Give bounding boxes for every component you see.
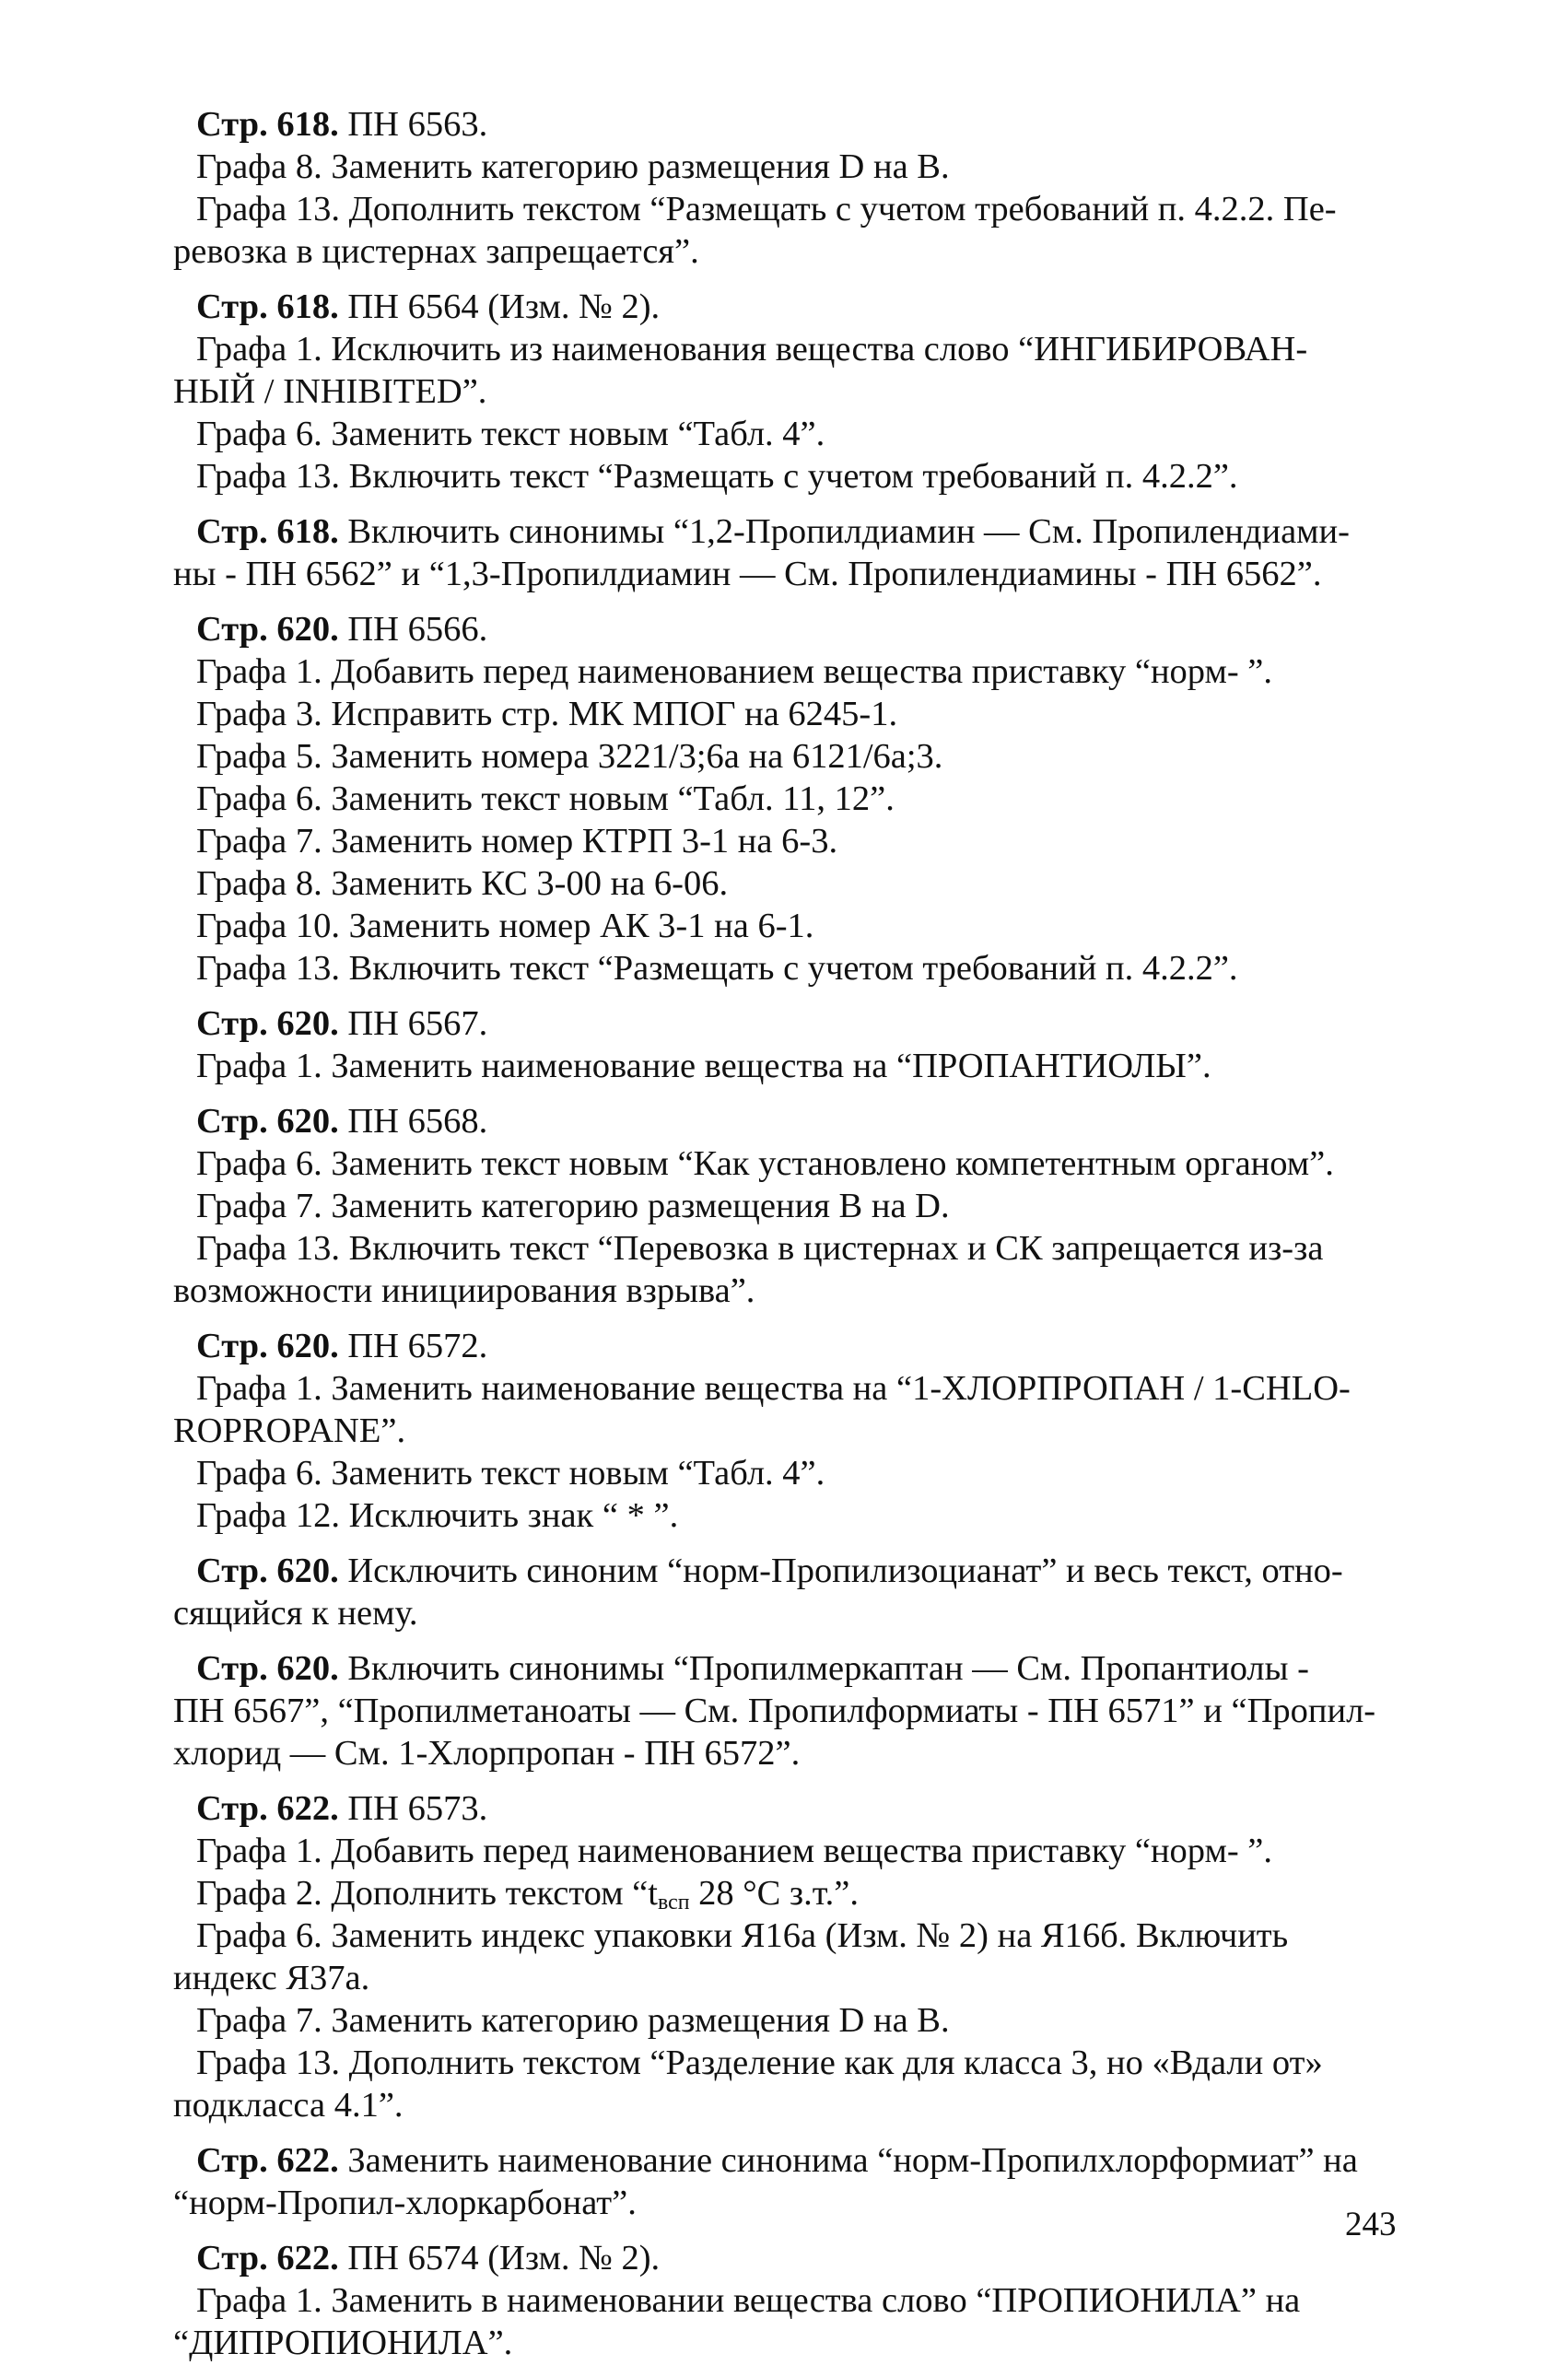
- line-text: ревозка в цистернах запрещается”.: [173, 232, 699, 271]
- line-text: ПН 6567”, “Пропилметаноаты — См. Пропилформиаты - ПН 6571” и “Пропил-: [173, 1692, 1376, 1730]
- amendment-entry: [173, 2237, 1412, 2364]
- page-reference: Стр. 620.: [196, 610, 339, 649]
- line-text: Графа 3. Исправить стр. МК МПОГ на 6245-1.: [196, 695, 898, 733]
- amendment-entry: [173, 608, 1412, 989]
- line-text: индекс Я37а.: [173, 1959, 370, 1997]
- line-text: Графа 8. Заменить КС 3-00 на 6-06.: [196, 864, 729, 903]
- page-reference: Стр. 620.: [196, 1102, 339, 1141]
- entry-heading-text: ПН 6572.: [338, 1327, 488, 1365]
- line-text: Графа 12. Исключить знак “ * ”.: [196, 1496, 679, 1535]
- line-text: Графа 6. Заменить индекс упаковки Я16а (Изм. № 2) на Я16б. Включить: [196, 1916, 1289, 1955]
- entry-text-line: [173, 947, 1412, 989]
- entry-text-line: [173, 2042, 1412, 2084]
- entry-heading-text: ПН 6573.: [338, 1789, 488, 1828]
- entry-text-line: [173, 905, 1412, 947]
- entry-text-line: [173, 2182, 1412, 2224]
- entry-text-line: [173, 1045, 1412, 1087]
- page-reference: Стр. 622.: [196, 2141, 339, 2180]
- entry-text-line: [173, 1830, 1412, 1872]
- line-text: Графа 13. Включить текст “Перевозка в цистернах и СК запрещается из-за: [196, 1229, 1324, 1268]
- entry-text-line: [173, 2084, 1412, 2126]
- line-text: Графа 7. Заменить номер КТРП 3-1 на 6-3.: [196, 822, 838, 861]
- entry-heading-text: ПН 6564 (Изм. № 2).: [338, 287, 661, 326]
- line-text: Графа 6. Заменить текст новым “Табл. 4”.: [196, 415, 825, 453]
- page-reference: Стр. 620.: [196, 1649, 339, 1688]
- amendment-entry: [173, 1100, 1412, 1312]
- entry-text-line: [173, 1732, 1412, 1774]
- line-text: подкласса 4.1”.: [173, 2086, 404, 2125]
- amendment-entry: [173, 2139, 1412, 2224]
- entry-text-line: [173, 650, 1412, 693]
- page-reference: Стр. 618.: [196, 287, 339, 326]
- line-text: ны - ПН 6562” и “1,3-Пропилдиамин — См. Пропилендиамины - ПН 6562”.: [173, 555, 1322, 593]
- entry-text-line: [173, 1185, 1412, 1227]
- entry-text-line: [173, 413, 1412, 455]
- page-reference: Стр. 620.: [196, 1327, 339, 1365]
- entry-text-line: [173, 1690, 1412, 1732]
- entry-text-line: [173, 1592, 1412, 1634]
- entry-text-line: [173, 862, 1412, 905]
- line-text: Графа 13. Дополнить текстом “Разделение как для класса 3, но «Вдали от»: [196, 2043, 1323, 2082]
- line-text: Графа 1. Добавить перед наименованием вещества приставку “норм- ”.: [196, 652, 1272, 691]
- entry-heading-line: [173, 1647, 1412, 1690]
- line-text: Графа 10. Заменить номер АК 3-1 на 6-1.: [196, 907, 814, 945]
- entry-text-line: [173, 188, 1412, 230]
- entry-heading-text: Включить синонимы “Пропилмеркаптан — См. Пропантиолы -: [338, 1649, 1309, 1688]
- line-text: Графа 7. Заменить категорию размещения В на D.: [196, 1187, 950, 1225]
- entry-text-line: [173, 370, 1412, 413]
- amendment-entry: [173, 1550, 1412, 1634]
- entry-text-line: [173, 820, 1412, 862]
- amendment-entry: [173, 1787, 1412, 2126]
- line-text: ROPROPANE”.: [173, 1411, 406, 1450]
- line-text: Графа 6. Заменить текст новым “Как установлено компетентным органом”.: [196, 1144, 1334, 1183]
- line-text: хлорид — См. 1-Хлорпропан - ПН 6572”.: [173, 1734, 801, 1773]
- entry-heading-line: [173, 1325, 1412, 1367]
- amendment-entry: [173, 286, 1412, 498]
- entry-heading-line: [173, 2237, 1412, 2279]
- line-text: Графа 13. Включить текст “Размещать с учетом требований п. 4.2.2”.: [196, 457, 1238, 496]
- entry-heading-line: [173, 103, 1412, 146]
- page-reference: Стр. 618.: [196, 512, 339, 551]
- amendment-entry: [173, 510, 1412, 595]
- entry-heading-line: [173, 510, 1412, 553]
- line-text: НЫЙ / INHIBITED”.: [173, 372, 487, 411]
- entry-text-line: [173, 230, 1412, 273]
- entry-heading-text: ПН 6563.: [338, 105, 488, 144]
- entry-text-line: [173, 1227, 1412, 1270]
- entry-text-line: [173, 1142, 1412, 1185]
- line-text: Графа 1. Заменить наименование вещества на “ПРОПАНТИОЛЫ”.: [196, 1047, 1211, 1085]
- entry-text-line: [173, 553, 1412, 595]
- line-text: сящийся к нему.: [173, 1594, 418, 1633]
- entry-text-line: [173, 735, 1412, 778]
- entry-heading-line: [173, 2139, 1412, 2182]
- line-text: возможности инициирования взрыва”.: [173, 1271, 755, 1310]
- page-number: 243: [1345, 2206, 1397, 2243]
- line-text: Графа 7. Заменить категорию размещения D на В.: [196, 2001, 950, 2040]
- entry-text-line: [173, 328, 1412, 370]
- entry-text-line: [173, 146, 1412, 188]
- entry-text-line: [173, 2322, 1412, 2364]
- line-text: Графа 1. Заменить наименование вещества на “1-ХЛОРПРОПАН / 1-CHLO-: [196, 1369, 1351, 1408]
- entry-text-line: [173, 1410, 1412, 1452]
- entry-text-line: [173, 1957, 1412, 1999]
- line-text-after: 28 °С з.т.”.: [689, 1874, 860, 1913]
- entry-text-line: [173, 455, 1412, 498]
- amendment-entry: [173, 103, 1412, 273]
- page-reference: Стр. 618.: [196, 105, 339, 144]
- entry-heading-text: ПН 6574 (Изм. № 2).: [338, 2239, 661, 2277]
- line-text: Графа 5. Заменить номера 3221/3;6а на 6121/6а;3.: [196, 737, 943, 776]
- entry-heading-text: ПН 6566.: [338, 610, 488, 649]
- entry-text-line: [173, 1872, 1412, 1914]
- line-text: Графа 1. Добавить перед наименованием вещества приставку “норм- ”.: [196, 1832, 1272, 1870]
- entry-heading-line: [173, 1787, 1412, 1830]
- page-reference: Стр. 622.: [196, 2239, 339, 2277]
- page-reference: Стр. 620.: [196, 1551, 339, 1590]
- amendment-entry: [173, 1002, 1412, 1087]
- amendment-entry: [173, 1325, 1412, 1537]
- entry-heading-text: Включить синонимы “1,2-Пропилдиамин — См. Пропилендиами-: [338, 512, 1350, 551]
- entry-heading-line: [173, 1100, 1412, 1142]
- entry-heading-text: ПН 6568.: [338, 1102, 488, 1141]
- entry-text-line: [173, 2279, 1412, 2322]
- entry-text-line: [173, 1452, 1412, 1494]
- entry-text-line: [173, 1914, 1412, 1957]
- line-text: Графа 2. Дополнить текстом “t: [196, 1874, 658, 1913]
- line-text: Графа 6. Заменить текст новым “Табл. 4”.: [196, 1454, 825, 1493]
- line-text: Графа 6. Заменить текст новым “Табл. 11, 12”.: [196, 779, 895, 818]
- entry-text-line: [173, 693, 1412, 735]
- page-reference: Стр. 620.: [196, 1004, 339, 1043]
- entry-heading-text: ПН 6567.: [338, 1004, 488, 1043]
- entry-heading-text: Исключить синоним “норм-Пропилизоцианат” и весь текст, отно-: [338, 1551, 1343, 1590]
- entry-heading-line: [173, 1002, 1412, 1045]
- document-body: [173, 103, 1412, 2377]
- subscript-text: всп: [657, 1890, 690, 1914]
- entry-text-line: [173, 1999, 1412, 2042]
- entry-text-line: [173, 1367, 1412, 1410]
- entry-text-line: [173, 1270, 1412, 1312]
- entry-heading-line: [173, 286, 1412, 328]
- line-text: Графа 13. Включить текст “Размещать с учетом требований п. 4.2.2”.: [196, 949, 1238, 988]
- entry-heading-line: [173, 608, 1412, 650]
- line-text: Графа 1. Исключить из наименования вещества слово “ИНГИБИРОВАН-: [196, 330, 1308, 369]
- page-reference: Стр. 622.: [196, 1789, 339, 1828]
- entry-heading-text: Заменить наименование синонима “норм-Пропилхлорформиат” на: [338, 2141, 1358, 2180]
- entry-text-line: [173, 1494, 1412, 1537]
- entry-heading-line: [173, 1550, 1412, 1592]
- line-text: Графа 8. Заменить категорию размещения D на В.: [196, 147, 950, 186]
- entry-text-line: [173, 778, 1412, 820]
- line-text: “норм-Пропил-хлоркарбонат”.: [173, 2184, 637, 2222]
- line-text: Графа 13. Дополнить текстом “Размещать с учетом требований п. 4.2.2. Пе-: [196, 190, 1337, 228]
- amendment-entry: [173, 1647, 1412, 1774]
- line-text: Графа 1. Заменить в наименовании вещества слово “ПРОПИОНИЛА” на: [196, 2281, 1301, 2320]
- line-text: “ДИПРОПИОНИЛА”.: [173, 2324, 513, 2362]
